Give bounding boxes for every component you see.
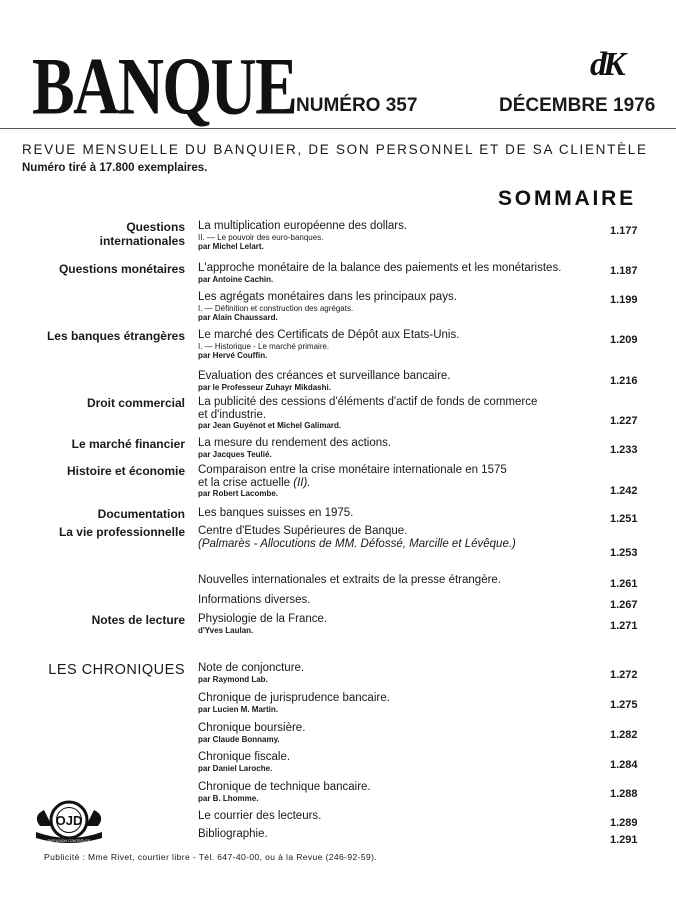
ojd-seal-icon xyxy=(30,796,108,848)
article-title: Note de conjoncture. xyxy=(198,662,305,674)
article-title: Chronique de jurisprudence bancaire. xyxy=(198,692,390,704)
article-title: Nouvelles internationales et extraits de la presse étrangère. xyxy=(198,574,502,586)
article-title-part: (II). xyxy=(293,476,311,489)
article-author: par Jean Guyénot et Michel Galimard. xyxy=(198,421,342,430)
seal-ring-text: DIFFUSION CONTRÔLÉE xyxy=(47,839,91,843)
article-subtitle: I. — Historique - Le marché primaire. xyxy=(198,341,330,351)
page-number: 1.291 xyxy=(610,834,638,846)
article-title: Informations diverses. xyxy=(198,594,311,606)
article-author: par Jacques Teulié. xyxy=(198,449,272,459)
page-number: 1.233 xyxy=(610,444,638,456)
page-number: 1.272 xyxy=(610,669,638,681)
article-title: Le marché des Certificats de Dépôt aux Etats-Unis. xyxy=(198,329,460,341)
page-number: 1.227 xyxy=(610,415,638,427)
article-title: Physiologie de la France. xyxy=(198,613,328,625)
page-number: 1.251 xyxy=(610,513,638,525)
section-heading: Les banques étrangères xyxy=(46,329,185,343)
article-title: Evaluation des créances et surveillance bancaire. xyxy=(198,370,451,382)
article-subtitle: II. — Le pouvoir des euro-banques. xyxy=(198,232,324,242)
article-author: par Robert Lacombe. xyxy=(198,489,279,498)
issue-date: DÉCEMBRE 1976 xyxy=(499,95,656,116)
article-author: par Alain Chaussard. xyxy=(198,313,278,322)
article-title-line: La publicité des cessions d'éléments d'actif de fonds de commerce xyxy=(198,396,538,408)
article-author: d'Yves Laulan. xyxy=(198,625,254,635)
article-title: L'approche monétaire de la balance des paiements et les monétaristes. xyxy=(198,262,562,274)
page-number: 1.261 xyxy=(610,578,638,590)
page-number: 1.284 xyxy=(610,759,638,771)
section-heading: La vie professionnelle xyxy=(58,525,185,539)
contents-heading: SOMMAIRE xyxy=(498,187,636,210)
section-heading: LES CHRONIQUES xyxy=(48,662,185,678)
section-heading: Notes de lecture xyxy=(91,613,185,627)
article-title: La mesure du rendement des actions. xyxy=(198,437,392,449)
article-title: La multiplication européenne des dollars. xyxy=(198,220,408,232)
page-number: 1.187 xyxy=(610,265,638,277)
article-author: par Michel Lelart. xyxy=(198,242,264,251)
section-heading: Droit commercial xyxy=(86,396,185,410)
publisher-mark: dK xyxy=(590,46,622,83)
section-heading: Questions internationales xyxy=(99,220,185,248)
page-number: 1.289 xyxy=(610,817,638,829)
article-title: Centre d'Etudes Supérieures de Banque. xyxy=(198,525,408,537)
article-title-line: et la crise actuelle xyxy=(198,476,291,489)
article-author: par Antoine Cachin. xyxy=(198,274,274,284)
article-note: (Palmarès - Allocutions de MM. Défossé, Marcille et Lévêque.) xyxy=(198,537,516,550)
print-run-note: Numéro tiré à 17.800 exemplaires. xyxy=(22,162,208,174)
article-title: Chronique de technique bancaire. xyxy=(198,781,371,793)
masthead xyxy=(0,0,676,140)
article-author: par Hervé Couffin. xyxy=(198,351,268,360)
article-title: Le courrier des lecteurs. xyxy=(198,810,322,822)
section-heading: Questions monétaires xyxy=(58,262,185,276)
footer-advertising: Publicité : Mme Rivet, courtier libre - Tél. 647-40-00, ou à la Revue (246-92-59). xyxy=(44,852,378,862)
article-author: par B. Lhomme. xyxy=(198,793,259,803)
page-number: 1.199 xyxy=(610,294,638,306)
section-heading: Documentation xyxy=(97,507,185,521)
page-number: 1.253 xyxy=(610,547,638,559)
article-title: Les banques suisses en 1975. xyxy=(198,507,354,519)
seal-text: OJD xyxy=(55,813,83,828)
article-title: Les agrégats monétaires dans les principaux pays. xyxy=(198,291,457,303)
article-title-line: Comparaison entre la crise monétaire internationale en 1575 xyxy=(198,464,507,476)
article-title: Chronique boursière. xyxy=(198,722,306,734)
article-author: par Lucien M. Martin. xyxy=(198,704,279,714)
article-author: par le Professeur Zuhayr Mikdashi. xyxy=(198,382,331,392)
journal-logo: BANQUE xyxy=(32,41,297,132)
section-heading: Histoire et économie xyxy=(66,464,185,478)
page-number: 1.288 xyxy=(610,788,638,800)
article-title: Bibliographie. xyxy=(198,828,268,840)
page-number: 1.242 xyxy=(610,485,638,497)
article-author: par Raymond Lab. xyxy=(198,674,268,684)
page-number: 1.275 xyxy=(610,699,638,711)
journal-subtitle: REVUE MENSUELLE DU BANQUIER, DE SON PERSONNEL ET DE SA CLIENTÈLE xyxy=(22,142,648,157)
page-number: 1.216 xyxy=(610,375,638,387)
issue-number: NUMÉRO 357 xyxy=(296,95,418,116)
article-title: Chronique fiscale. xyxy=(198,751,291,763)
page-number: 1.282 xyxy=(610,729,638,741)
page-number: 1.267 xyxy=(610,599,638,611)
article-title-line: et d'industrie. xyxy=(198,408,267,421)
masthead-rule xyxy=(0,128,676,129)
page-number: 1.209 xyxy=(610,334,638,346)
section-heading: Le marché financier xyxy=(71,437,185,451)
page-number: 1.177 xyxy=(610,225,638,237)
page-number: 1.271 xyxy=(610,620,638,632)
article-author: par Claude Bonnamy. xyxy=(198,734,280,744)
article-author: par Daniel Laroche. xyxy=(198,763,273,773)
article-subtitle: I. — Définition et construction des agrégats. xyxy=(198,303,354,313)
